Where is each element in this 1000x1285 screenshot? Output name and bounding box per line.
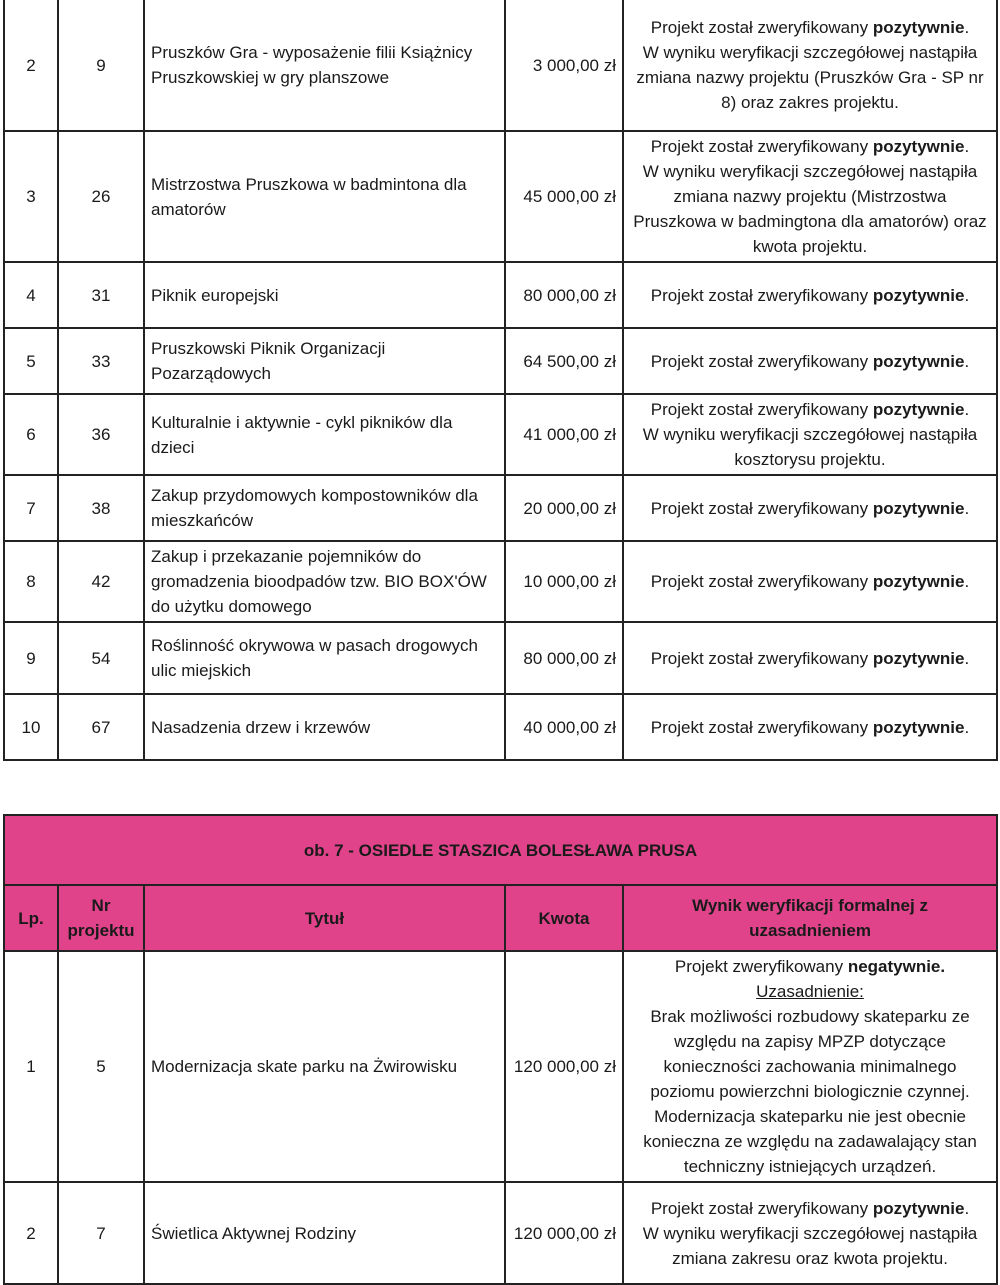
cell-title: Pruszków Gra - wyposażenie filii Książnicy Pruszkowskiej w gry planszowe [144, 0, 505, 131]
cell-title: Zakup przydomowych kompostowników dla mieszkańców [144, 475, 505, 541]
cell-lp: 2 [4, 0, 58, 131]
result-verdict: pozytywnie [872, 137, 965, 156]
table-row [4, 622, 997, 694]
cell-nr: 38 [58, 475, 144, 541]
result-period: . [964, 285, 970, 305]
cell-lp: 9 [4, 622, 58, 694]
header-title: Tytuł [144, 885, 505, 951]
table-row [4, 131, 997, 262]
cell-result [623, 262, 997, 328]
result-text: Projekt został zweryfikowany [650, 137, 873, 156]
result-period: . [964, 572, 970, 591]
cell-amount: 40 000,00 zł [505, 694, 623, 760]
cell-title: Mistrzostwa Pruszkowa w badmintona dla amatorów [144, 131, 505, 262]
cell-result [623, 394, 997, 475]
cell-nr: 5 [58, 951, 144, 1182]
cell-amount: 41 000,00 zł [505, 394, 623, 475]
cell-result [623, 951, 997, 1182]
cell-title: Świetlica Aktywnej Rodziny [144, 1182, 505, 1284]
table-row [4, 394, 997, 475]
cell-lp: 10 [4, 694, 58, 760]
projects-table-continued [3, 0, 998, 761]
result-period: . [964, 351, 970, 371]
table-row [4, 694, 997, 760]
cell-lp: 7 [4, 475, 58, 541]
result-verdict: pozytywnie [872, 18, 965, 37]
result-detail: W wyniku weryfikacji szczegółowej nastąpiła zmiana nazwy projektu (Pruszków Gra - SP nr 8) oraz zakres projektu. [636, 43, 984, 112]
result-text: Projekt został zweryfikowany [650, 498, 873, 518]
cell-amount: 120 000,00 zł [505, 951, 623, 1182]
table-row [4, 475, 997, 541]
cell-nr: 54 [58, 622, 144, 694]
cell-nr: 36 [58, 394, 144, 475]
result-text: Projekt został zweryfikowany [650, 351, 873, 371]
cell-result [623, 541, 997, 622]
result-period: . [964, 1198, 970, 1218]
cell-nr: 7 [58, 1182, 144, 1284]
cell-result [623, 622, 997, 694]
cell-result [623, 328, 997, 394]
result-text: Projekt został zweryfikowany [650, 1198, 873, 1218]
header-result: Wynik weryfikacji formalnej z uzasadnieniem [623, 885, 997, 951]
result-verdict: negatywnie. [847, 957, 946, 976]
cell-title: Kulturalnie i aktywnie - cykl pikników dla dzieci [144, 394, 505, 475]
cell-lp: 3 [4, 131, 58, 262]
header-amount: Kwota [505, 885, 623, 951]
result-verdict: pozytywnie [872, 400, 965, 419]
cell-lp: 6 [4, 394, 58, 475]
cell-result [623, 475, 997, 541]
result-verdict: pozytywnie [872, 1198, 965, 1218]
table-row [4, 328, 997, 394]
cell-lp: 4 [4, 262, 58, 328]
cell-title: Zakup i przekazanie pojemników do gromadzenia bioodpadów tzw. BIO BOX'ÓW do użytku domowego [144, 541, 505, 622]
justification-label: Uzasadnienie: [756, 982, 864, 1001]
cell-result [623, 1182, 997, 1284]
cell-result [623, 694, 997, 760]
result-text: Projekt został zweryfikowany [650, 648, 873, 668]
cell-lp: 2 [4, 1182, 58, 1284]
result-verdict: pozytywnie [872, 717, 965, 737]
cell-amount: 120 000,00 zł [505, 1182, 623, 1284]
table-row [4, 1182, 997, 1284]
result-text: Projekt został zweryfikowany [650, 717, 873, 737]
result-period: . [964, 498, 970, 518]
result-text: Projekt został zweryfikowany [650, 285, 873, 305]
result-detail: W wyniku weryfikacji szczegółowej nastąpiła zmiana nazwy projektu (Mistrzostwa Pruszkowa w badmingtona dla amatorów) oraz kwota projektu. [633, 162, 987, 256]
cell-nr: 67 [58, 694, 144, 760]
projects-table-district-7 [3, 814, 998, 1285]
cell-result [623, 0, 997, 131]
cell-nr: 31 [58, 262, 144, 328]
cell-nr: 9 [58, 0, 144, 131]
result-detail: W wyniku weryfikacji szczegółowej nastąpiła kosztorysu projektu. [642, 425, 978, 469]
result-period: . [964, 400, 970, 419]
cell-title: Piknik europejski [144, 262, 505, 328]
cell-title: Modernizacja skate parku na Żwirowisku [144, 951, 505, 1182]
cell-nr: 26 [58, 131, 144, 262]
cell-title: Pruszkowski Piknik Organizacji Pozarządowych [144, 328, 505, 394]
result-verdict: pozytywnie [872, 648, 965, 668]
result-text: Projekt zweryfikowany [674, 957, 848, 976]
cell-nr: 33 [58, 328, 144, 394]
cell-amount: 10 000,00 zł [505, 541, 623, 622]
cell-amount: 80 000,00 zł [505, 622, 623, 694]
cell-amount: 64 500,00 zł [505, 328, 623, 394]
result-period: . [964, 137, 970, 156]
header-lp: Lp. [4, 885, 58, 951]
cell-amount: 20 000,00 zł [505, 475, 623, 541]
cell-amount: 45 000,00 zł [505, 131, 623, 262]
result-detail: W wyniku weryfikacji szczegółowej nastąpiła zmiana zakresu oraz kwota projektu. [642, 1223, 978, 1268]
table-row [4, 951, 997, 1182]
section-title: ob. 7 - OSIEDLE STASZICA BOLESŁAWA PRUSA [4, 815, 997, 885]
result-period: . [964, 18, 970, 37]
result-verdict: pozytywnie [872, 572, 965, 591]
cell-lp: 5 [4, 328, 58, 394]
cell-amount: 80 000,00 zł [505, 262, 623, 328]
cell-lp: 8 [4, 541, 58, 622]
cell-result [623, 131, 997, 262]
cell-title: Nasadzenia drzew i krzewów [144, 694, 505, 760]
justification-text: Brak możliwości rozbudowy skateparku ze względu na zapisy MPZP dotyczące konieczności zachowania minimalnego poziomu powierzchni biologicznie czynnej. Modernizacja skateparku nie jest obecnie konieczna ze względu na zadawalający stan techniczny istniejących urządzeń. [643, 1007, 977, 1176]
result-period: . [964, 648, 970, 668]
result-verdict: pozytywnie [872, 351, 965, 371]
result-verdict: pozytywnie [872, 285, 965, 305]
result-text: Projekt został zweryfikowany [650, 572, 873, 591]
cell-lp: 1 [4, 951, 58, 1182]
result-period: . [964, 717, 970, 737]
table-row [4, 0, 997, 131]
result-text: Projekt został zweryfikowany [650, 400, 873, 419]
header-nr: Nr projektu [58, 885, 144, 951]
cell-nr: 42 [58, 541, 144, 622]
cell-title: Roślinność okrywowa w pasach drogowych ulic miejskich [144, 622, 505, 694]
cell-amount: 3 000,00 zł [505, 0, 623, 131]
table-row [4, 262, 997, 328]
result-verdict: pozytywnie [872, 498, 965, 518]
result-text: Projekt został zweryfikowany [650, 18, 873, 37]
table-row [4, 541, 997, 622]
